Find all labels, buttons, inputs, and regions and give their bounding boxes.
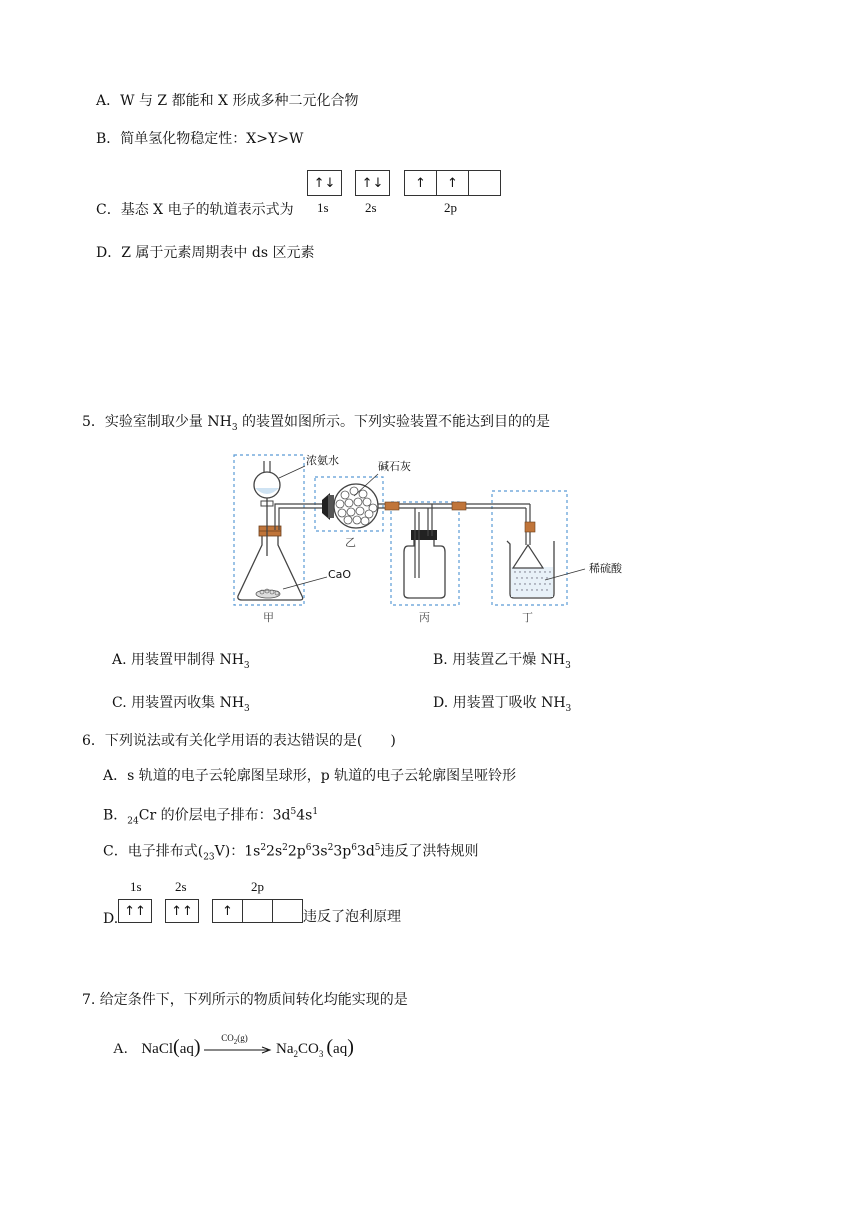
drying-tube-cone (322, 493, 330, 520)
q7-a-right-sub3: 3 (318, 1049, 324, 1059)
q6-c-sup: 2 (260, 843, 267, 853)
q5-option-c-text: C. 用装置丙收集 NH (112, 695, 245, 711)
arrow-condition-sub: 2 (233, 1037, 238, 1046)
q5-option-c (112, 692, 250, 714)
funnel-liquid (255, 488, 279, 494)
orbital-cell: ↑↓ (361, 175, 384, 191)
orbital-label-1s: 1s (317, 200, 329, 215)
q6-b-sub: 24 (127, 816, 139, 827)
q6-c-part: 3s (311, 843, 328, 860)
frame-bing (391, 502, 459, 605)
q6-c-part: 3p (333, 843, 352, 860)
q6-b-mid: Cr 的价层电子排布：3d (138, 807, 291, 824)
orbital-cell: ↑↑ (124, 903, 146, 919)
label-jia: 甲 (263, 611, 274, 624)
acid-liquid (511, 567, 553, 597)
orbital-cell: ↑ (405, 171, 437, 195)
conical-flask (238, 530, 303, 600)
leader-acid (545, 569, 585, 580)
q6-b-sup2: 1 (312, 807, 319, 817)
leader-soda-lime (354, 474, 378, 496)
q6-option-d-prefix: D. (103, 911, 119, 927)
q4-option-c: C．基态 X 电子的轨道表示式为 (96, 202, 294, 218)
soda-lime-granules (336, 487, 377, 525)
q7-stem: 7. 给定条件下，下列所示的物质间转化均能实现的是 (82, 992, 408, 1008)
orbital-label-2s: 2s (365, 200, 377, 215)
rubber-joint-2 (452, 502, 466, 510)
bottle-short-tube (428, 504, 432, 536)
q6-option-c (103, 839, 479, 866)
q7-option-a (113, 1032, 354, 1063)
funnel-bulb (254, 472, 280, 498)
q7-a-right-co: CO (298, 1041, 319, 1057)
arrow-condition-co: CO (221, 1032, 234, 1043)
paren-open: ( (173, 1036, 180, 1058)
bottle-body (404, 538, 445, 598)
q6-c-part: 2s (266, 843, 283, 860)
frame-ding (492, 491, 567, 605)
q7-a-right-sub2: 2 (293, 1049, 299, 1059)
q5-option-b-sub: 3 (565, 660, 571, 671)
orbital-cell: ↑↓ (313, 175, 336, 191)
orbital-label-1s: 1s (130, 879, 142, 894)
q5-option-a-sub: 3 (243, 660, 250, 671)
cao-pile (256, 590, 280, 598)
q4-option-a: A．W 与 Z 都能和 X 形成多种二元化合物 (96, 93, 359, 109)
q5-option-a (112, 649, 250, 671)
q7-a-right-na: Na (276, 1041, 294, 1057)
label-cao: CaO (328, 568, 352, 581)
acid-liquid-dots (514, 571, 550, 590)
q7-a-left: NaCl (141, 1041, 174, 1057)
orbital-cell (273, 900, 302, 922)
cao-grain (260, 590, 264, 594)
q6-b-sup1: 5 (290, 807, 297, 817)
orbital-cell: ↑ (213, 900, 243, 922)
tube-down-ding (526, 504, 530, 545)
paren-close: ) (347, 1036, 354, 1058)
orbital-label-2p: 2p (251, 879, 264, 894)
label-ding: 丁 (522, 611, 533, 624)
q5-option-d-sub: 3 (565, 703, 572, 714)
orbital-cell: ↑↑ (171, 903, 193, 919)
q7-a-aq-right: aq (333, 1041, 348, 1057)
cao-grain (265, 589, 269, 593)
q6-option-b (103, 803, 318, 830)
drying-tube-neck (328, 495, 334, 518)
q6-c-part: 3d (356, 843, 375, 860)
orbital-label-2p: 2p (444, 200, 457, 215)
q6-c-sup: 2 (327, 843, 334, 853)
q6-c-prefix: C．电子排布式( (103, 843, 204, 860)
reaction-arrow (204, 1032, 272, 1059)
q7-a-prefix: A. (113, 1041, 128, 1057)
q5-option-d (433, 692, 571, 714)
beaker (507, 541, 554, 598)
tube-flask-to-yi-inner (279, 508, 322, 530)
q5-option-b-text: B. 用装置乙干燥 NH (433, 652, 566, 668)
arrow-condition-tail: (g) (237, 1032, 248, 1043)
funnel-stopcock (261, 501, 273, 506)
q6-stem: 6．下列说法或有关化学用语的表达错误的是( ) (82, 733, 396, 749)
q6-c-sup: 6 (305, 843, 312, 853)
tube-flask-to-yi (275, 504, 322, 530)
leader-cao (283, 577, 327, 589)
q6-option-d-tail: 违反了泡利原理 (303, 909, 401, 925)
q5-option-d-text: D. 用装置丁吸收 NH (433, 695, 566, 711)
orbital-cell (469, 171, 500, 195)
drying-bulb (334, 484, 378, 528)
bottle-stopper (411, 530, 437, 540)
q5-stem-sub: 3 (231, 422, 238, 433)
q4-option-d: D．Z 属于元素周期表中 ds 区元素 (96, 245, 315, 261)
orbital-2s (165, 899, 199, 923)
orbital-cell (243, 900, 273, 922)
orbital-1s (307, 170, 342, 196)
label-yi: 乙 (345, 536, 356, 549)
q7-a-aq-left: aq (179, 1041, 194, 1057)
orbital-label-2s: 2s (175, 879, 187, 894)
q5-stem (82, 413, 550, 437)
q6-c-sup: 6 (351, 843, 357, 853)
cao-grain (270, 590, 274, 594)
label-dilute-h2so4: 稀硫酸 (589, 562, 622, 575)
q6-option-a: A．s 轨道的电子云轮廓图呈球形，p 轨道的电子云轮廓图呈哑铃形 (103, 768, 517, 784)
q6-c-sup: 5 (374, 843, 381, 853)
inverted-funnel (513, 545, 543, 568)
orbital-1s (118, 899, 152, 923)
paren-close: ) (193, 1036, 201, 1058)
orbital-2s (355, 170, 390, 196)
q6-c-tail: 违反了洪特规则 (380, 843, 479, 860)
leader-ammonia (279, 466, 305, 478)
q4-option-b: B．简单氢化物稳定性：X>Y>W (96, 131, 304, 147)
frame-yi (315, 477, 383, 531)
q6-c-part: 2p (287, 843, 306, 860)
q6-b-prefix: B． (103, 807, 128, 824)
q6-c-sup: 2 (282, 843, 288, 853)
label-nh3-water: 浓氨水 (306, 454, 339, 467)
rubber-joint-3 (525, 522, 535, 532)
orbital-cell: ↑ (437, 171, 469, 195)
orbital-2p (212, 899, 303, 923)
rubber-joint-1 (385, 502, 399, 510)
flask-stopper (259, 526, 281, 536)
paren-open: ( (326, 1036, 334, 1058)
q6-b-mid2: 4s (296, 807, 313, 824)
q6-c-mid: V)：1s (214, 843, 261, 860)
q5-option-a-text: A. 用装置甲制得 NH (112, 652, 244, 668)
frame-jia (234, 455, 304, 605)
cao-grain (275, 591, 279, 595)
label-soda-lime: 碱石灰 (378, 460, 411, 473)
q5-stem-text: 5．实验室制取少量 NH (82, 414, 232, 430)
label-bing: 丙 (419, 611, 430, 624)
orbital-2p (404, 170, 501, 196)
q5-option-c-sub: 3 (244, 703, 250, 714)
q5-option-b (433, 649, 571, 671)
q5-stem-tail: 的装置如图所示。下列实验装置不能达到目的的是 (237, 414, 551, 430)
arrow-line (204, 1041, 272, 1059)
q6-c-sub: 23 (203, 852, 215, 863)
